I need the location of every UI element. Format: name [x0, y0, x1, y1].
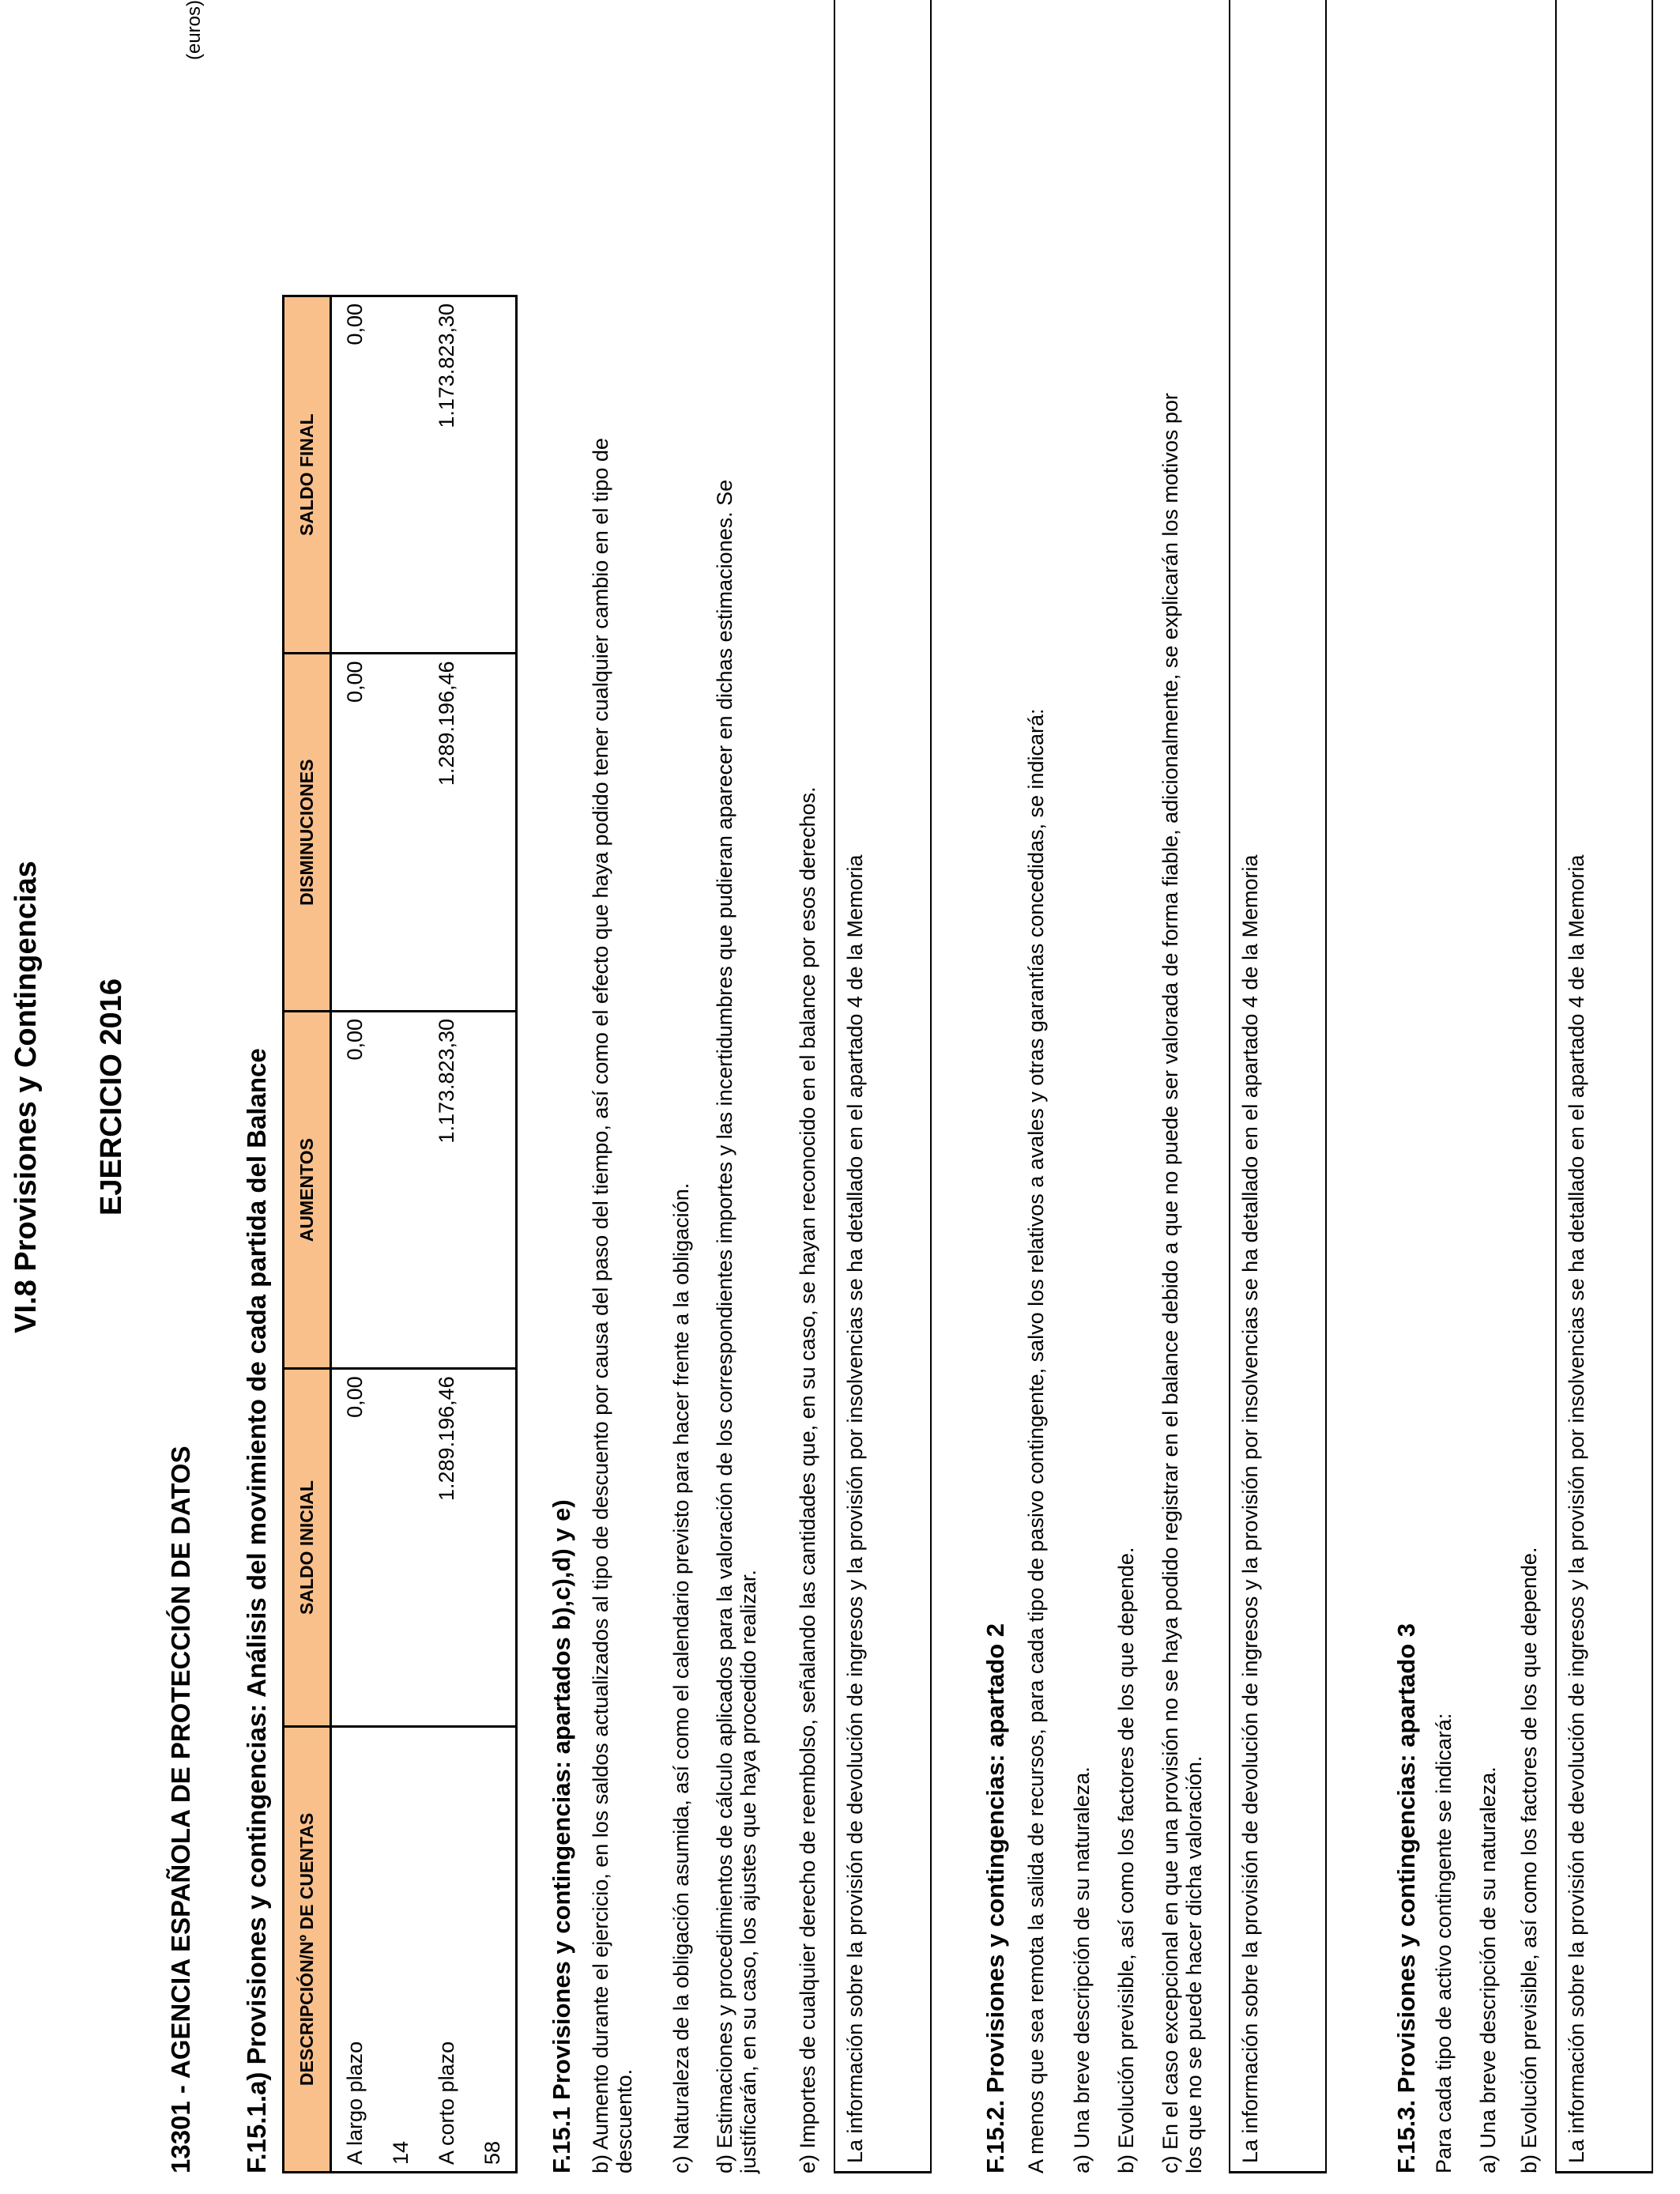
cell-aumentos	[378, 1011, 424, 1368]
cell-disminuciones	[378, 654, 424, 1011]
paragraph-b: b) Evolución previsible, así como los factores de los que depende.	[1517, 1547, 1541, 2173]
info-box-text: La información sobre la provisión de devolución de ingresos y la provisión por insolvencias se ha detallado en el apartado 4 de la Memoria	[1565, 854, 1588, 2163]
section-heading-f151: F.15.1 Provisiones y contingencias: apartados b),c),d) y e)	[548, 1499, 575, 2173]
col-header-disminuciones: DISMINUCIONES	[284, 654, 331, 1011]
section-heading-f152: F.15.2. Provisiones y contingencias: apartado 2	[981, 1623, 1009, 2173]
table-header-row	[284, 296, 331, 2173]
paragraph-intro: A menos que sea remota la salida de recursos, para cada tipo de pasivo contingente, salvo los relativos a avales y otras garantías concedidas, se indicará:	[1024, 708, 1048, 2173]
cell-description: 58	[469, 1726, 517, 2172]
cell-saldo-final	[469, 296, 517, 654]
table-row	[424, 296, 469, 2173]
cell-description: A largo plazo	[331, 1726, 379, 2172]
cell-aumentos: 0,00	[331, 1011, 379, 1368]
cell-disminuciones: 0,00	[331, 654, 379, 1011]
info-box-f153	[1555, 0, 1653, 2173]
page-title: VI.8 Provisiones y Contingencias	[9, 861, 43, 1333]
cell-disminuciones: 1.289.196,46	[424, 654, 469, 1011]
paragraph-e: e) Importes de cualquier derecho de reembolso, señalando las cantidades que, en su caso, se hayan reconocido en el balance por esos derechos.	[796, 786, 819, 2173]
section-heading-f153: F.15.3. Provisiones y contingencias: apartado 3	[1392, 1623, 1420, 2173]
section-heading-f1511a: F.15.1.a) Provisiones y contingencias: Análisis del movimiento de cada partida del Balance	[242, 1048, 271, 2173]
paragraph-b: b) Evolución previsible, así como los factores de los que depende.	[1114, 1547, 1138, 2173]
info-box-f151	[834, 0, 932, 2173]
paragraph-a: a) Una breve descripción de su naturaleza.	[1070, 1766, 1094, 2173]
info-box-f152	[1229, 0, 1327, 2173]
paragraph-c-line2: los que no se puede hacer dicha valoración.	[1182, 1755, 1206, 2173]
col-header-aumentos: AUMENTOS	[284, 1011, 331, 1368]
cell-aumentos	[469, 1011, 517, 1368]
col-header-description: DESCRIPCIÓN/Nº DE CUENTAS	[284, 1726, 331, 2172]
exercise-year: EJERCICIO 2016	[95, 978, 128, 1216]
cell-description: A corto plazo	[424, 1726, 469, 2172]
cell-aumentos: 1.173.823,30	[424, 1011, 469, 1368]
col-header-saldo-final: SALDO FINAL	[284, 296, 331, 654]
cell-description: 14	[378, 1726, 424, 2172]
paragraph-b-line2: descuento.	[612, 2068, 636, 2173]
cell-saldo-inicial	[469, 1369, 517, 1726]
table-row	[378, 296, 424, 2173]
info-box-text: La información sobre la provisión de devolución de ingresos y la provisión por insolvencias se ha detallado en el apartado 4 de la Memoria	[1238, 854, 1262, 2163]
paragraph-b-line1: b) Aumento durante el ejercicio, en los saldos actualizados al tipo de descuento por causa del paso del tiempo, así como el efecto que haya podido tener cualquier cambio en el tipo de	[589, 438, 612, 2173]
table-row	[331, 296, 379, 2173]
provisions-table	[282, 295, 518, 2173]
cell-saldo-final	[378, 296, 424, 654]
paragraph-c: c) Naturaleza de la obligación asumida, así como el calendario previsto para hacer frente a la obligación.	[669, 1182, 693, 2173]
cell-saldo-inicial: 0,00	[331, 1369, 379, 1726]
entity-heading: 13301 - AGENCIA ESPAÑOLA DE PROTECCIÓN DE DATOS	[166, 1446, 195, 2173]
cell-disminuciones	[469, 654, 517, 1011]
currency-note: (euros)	[183, 0, 205, 60]
table-row	[469, 296, 517, 2173]
paragraph-c-line1: c) En el caso excepcional en que una provisión no se haya podido registrar en el balance debido a que no puede ser valorada de forma fiable, adicionalmente, se explicarán los motivos por	[1158, 393, 1182, 2173]
paragraph-a: a) Una breve descripción de su naturaleza.	[1476, 1766, 1500, 2173]
col-header-saldo-inicial: SALDO INICIAL	[284, 1369, 331, 1726]
paragraph-d-line2: justificarán, en su caso, los ajustes que haya procedido realizar.	[736, 1570, 760, 2173]
paragraph-d-line1: d) Estimaciones y procedimientos de cálculo aplicados para la valoración de los correspondientes importes y las incertidumbres que pudieran aparecer en dichas estimaciones. Se	[713, 479, 736, 2173]
info-box-text: La información sobre la provisión de devolución de ingresos y la provisión por insolvencias se ha detallado en el apartado 4 de la Memoria	[843, 854, 867, 2163]
cell-saldo-inicial: 1.289.196,46	[424, 1369, 469, 1726]
cell-saldo-final: 0,00	[331, 296, 379, 654]
paragraph-intro: Para cada tipo de activo contingente se indicará:	[1432, 1713, 1456, 2173]
cell-saldo-final: 1.173.823,30	[424, 296, 469, 654]
cell-saldo-inicial	[378, 1369, 424, 1726]
